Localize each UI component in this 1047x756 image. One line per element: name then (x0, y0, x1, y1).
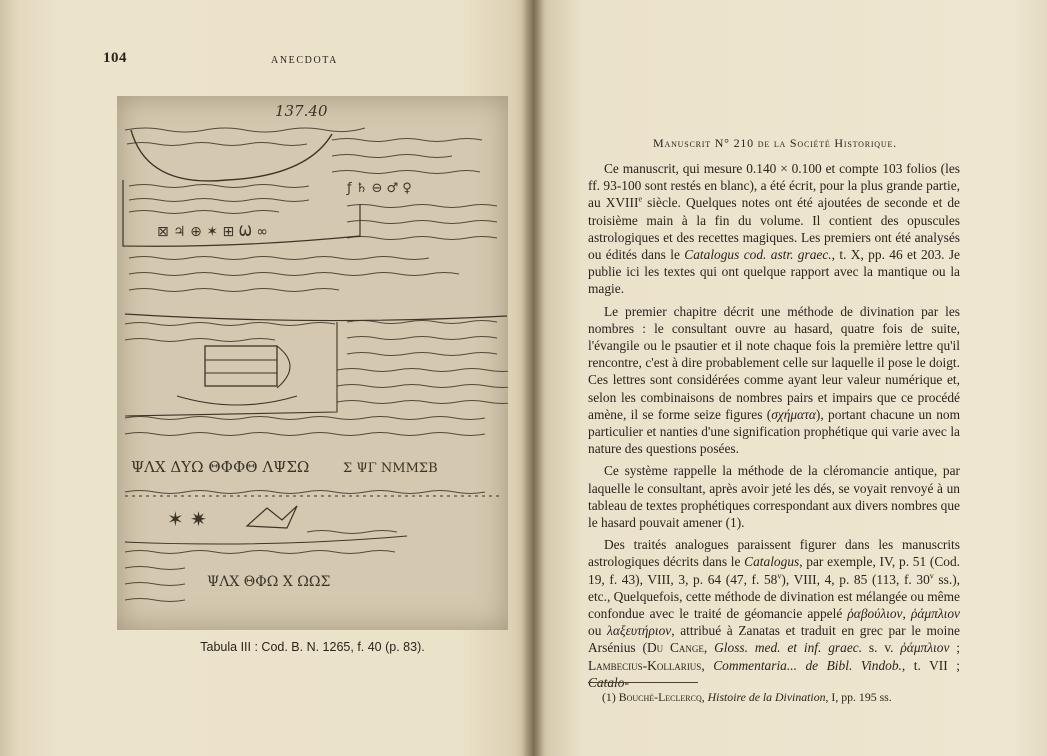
paragraph-2: Le premier chapitre décrit une méthode de divination par les nombres : le consultant ouvre au hasard, quatre fois de suite, l'évangile ou le psautier et il note chaque fois la première lettre qu'il rencontre, c'est à dire probablement celle sur laquelle il pose le doigt. Ces lettres sont considérées comme ayant leur valeur numérique et, selon les combinaisons de nombres pairs et impairs que ce procédé amène, il se forme seize figures (σχήματα), portant chacune un nom particulier et nanties d'une signification prophétique qui varie avec la nature des questions posées. (588, 303, 960, 457)
running-head: ANECDOTA (271, 55, 338, 66)
plate-caption: Tabula III : Cod. B. N. 1265, f. 40 (p. 83). (200, 640, 425, 654)
star-drawing: ✶ ✷ (167, 507, 207, 531)
page-number: 104 (103, 50, 127, 66)
paragraph-4: Des traités analogues paraissent figurer dans les manuscrits astrologiques décrits dans le Catalogus, par exemple, IV, p. 51 (Cod. 19, f. 43), VIII, 3, p. 64 (47, f. 58$^v$), VIII, 4, p. 85 (113, f. 30$^v$ ss.), etc., Quelquefois, cette méthode de divination est mélangée ou même confondue avec le traité de géomancie appelé ῥαβούλιον, ῥάμπλιον ou λαξευτήριον, attribué à Zanatas et traduit en grec par le moine Arsénius (Du Cange, Gloss. med. et inf. graec. s. v. ῥάμπλιον ; Lambecius-Kollarius, Commentaria... de Bibl. Vindob., t. VII ; Catalo- (588, 537, 961, 690)
paragraph-3: Ce système rappelle la méthode de la cléromancie antique, par laquelle le consultant, après avoir jeté les dés, se voyait renvoyé à un tableau de textes prophétiques correspondant aux divers nombres que le hasard pouvait amener (1). (588, 463, 960, 531)
footnote-rule (588, 682, 698, 683)
svg-text:ƒ ♄ ⊖ ♂ ♀: ƒ ♄ ⊖ ♂ ♀ (347, 181, 412, 196)
section-title: Manuscrit N° 210 de la Société Historique. (653, 136, 897, 150)
footnote: (1) Bouché-Leclercq, Histoire de la Divination, I, pp. 195 ss. (602, 690, 892, 704)
magic-square (205, 346, 277, 386)
magic-signs-line: ΨΛΧ ΔΥΩ ΘΦΦΘ ΛΨΣΩ (131, 458, 310, 476)
folio-mark: 137.40 (275, 102, 328, 120)
manuscript-plate (117, 96, 508, 630)
magic-signs-row: ⊠ ♃ ⊕ ✶ ⊞ Ѡ ∞ (157, 224, 268, 240)
bowl-drawing (131, 130, 332, 181)
hand-drawing (247, 506, 297, 528)
paragraph-1: Ce manuscrit, qui mesure 0.140 × 0.100 et compte 103 folios (les ff. 93-100 sont restés en blanc), a été écrit, pour la plus grande partie, au XVIIIe siècle. Quelques notes ont été ajoutées de seconde et de troisième main à la fin du volume. Il contient des opuscules astrologiques et des recettes magiques. Les premiers ont été analysés ou édités dans le Catalogus cod. astr. graec., t. X, pp. 46 et 203. Je publie ici les textes qui ont quelque rapport avec la mantique ou la magie. (588, 161, 960, 297)
bottom-signs-line: ΨΛΧ ΘΦΩ Χ ΩΩΣ (207, 574, 331, 590)
svg-text:Σ ΨΓ ΝΜΜΣΒ: Σ ΨΓ ΝΜΜΣΒ (343, 461, 438, 476)
manuscript-facsimile (117, 96, 508, 630)
book-gutter (522, 0, 544, 756)
body-text (588, 160, 960, 696)
